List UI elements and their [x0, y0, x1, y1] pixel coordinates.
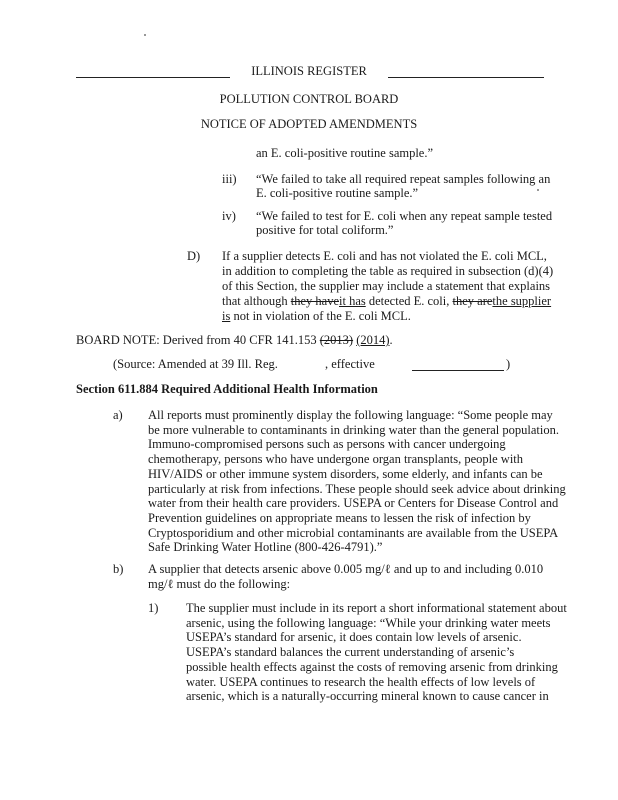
inserted-text: it has: [339, 294, 366, 308]
item-D-line5: [222, 309, 411, 324]
item-b1-line: The supplier must include in its report a short informational statement about: [186, 601, 567, 615]
item-D-line2: in addition to completing the table as required in subsection (d)(4): [222, 264, 554, 278]
item-D-line5-text: not in violation of the E. coli MCL.: [230, 309, 411, 323]
item-b1-line: USEPA’s standard for arsenic, it does contain low levels of arsenic.: [186, 630, 522, 645]
item-D-line4: [222, 294, 551, 309]
scan-speck: [537, 189, 539, 191]
item-a-line: water from their health care providers. USEPA or Centers for Disease Control and: [148, 496, 559, 511]
item-b1-line: water. USEPA continues to research the health effects of low levels of: [186, 674, 536, 689]
item-b1-line: arsenic, which is a naturally-occurring mineral known to cause cancer in: [186, 689, 549, 704]
item-b-line1: A supplier that detects arsenic above 0.005 mg/ℓ and up to and including 0.010: [148, 562, 544, 576]
item-iv-line2: positive for total coliform.”: [256, 223, 394, 237]
notice-title: NOTICE OF ADOPTED AMENDMENTS: [200, 117, 418, 131]
board-note: [76, 333, 393, 348]
item-b1-line: possible health effects against the costs of removing arsenic from drinking: [186, 659, 558, 674]
item-a-line: Prevention guidelines on appropriate means to lessen the risk of infection by: [148, 510, 531, 525]
item-b-line2: mg/ℓ must do the following:: [148, 577, 291, 591]
item-D-line3: of this Section, the supplier may include a statement that explains: [222, 279, 551, 293]
item-a-line: be more vulnerable to contaminants in drinking water than the general population.: [148, 422, 559, 437]
item-iv-line1: “We failed to test for E. coli when any repeat sample tested: [256, 209, 553, 223]
inserted-text: the supplier: [492, 294, 552, 308]
section-heading: Section 611.884 Required Additional Health Information: [76, 382, 378, 396]
inserted-text: is: [222, 309, 231, 323]
source-note: (Source: Amended at 39 Ill. Reg.: [113, 357, 278, 371]
register-title: ILLINOIS REGISTER: [251, 64, 367, 78]
board-title: POLLUTION CONTROL BOARD: [219, 92, 399, 106]
item-D-label: D): [187, 249, 201, 263]
item-a-line: chemotherapy, persons who have undergone organ transplants, people with: [148, 452, 524, 467]
continuation-line: an E. coli-positive routine sample.”: [256, 146, 434, 160]
item-iii-line2: E. coli-positive routine sample.”: [256, 186, 419, 200]
item-a-line: Cryptosporidium and other microbial contaminants are available from the USEPA: [148, 525, 559, 540]
item-iii-line1: “We failed to take all required repeat samples following an: [256, 172, 551, 186]
item-b1-label: 1): [148, 601, 159, 615]
deleted-text: they are: [452, 294, 493, 308]
item-a-line: particularly at risk from infections. These people should seek advice about drinking: [148, 481, 566, 496]
item-b-label: b): [113, 562, 124, 576]
item-D-line1: If a supplier detects E. coli and has not violated the E. coli MCL,: [222, 249, 547, 263]
board-note-period: .: [389, 333, 393, 347]
item-a-line: All reports must prominently display the following language: “Some people may: [148, 408, 553, 422]
item-a-line: HIV/AIDS or other immune system disorders, some elderly, and infants can be: [148, 466, 543, 481]
scan-speck: [144, 34, 146, 36]
effective-date-blank: [412, 370, 504, 371]
item-D-line4-text: detected E. coli,: [365, 294, 453, 308]
deleted-text: (2013): [319, 333, 354, 347]
item-D-line4-text: that although: [222, 294, 291, 308]
source-effective: , effective: [325, 357, 375, 371]
item-a-label: a): [113, 408, 123, 422]
item-iv-label: iv): [222, 209, 236, 223]
item-b1-line: arsenic, using the following language: “While your drinking water meets: [186, 615, 551, 630]
inserted-text: (2014): [356, 333, 390, 347]
item-b1-line: USEPA’s standard balances the current understanding of arsenic’s: [186, 645, 515, 660]
item-iii-label: iii): [222, 172, 237, 186]
source-close: ): [506, 357, 511, 371]
item-a-line: Immuno-compromised persons such as persons with cancer undergoing: [148, 437, 506, 452]
board-note-text: BOARD NOTE: Derived from 40 CFR 141.153: [76, 333, 320, 347]
deleted-text: they have: [290, 294, 339, 308]
item-a-line: Safe Drinking Water Hotline (800-426-4791).”: [148, 540, 383, 555]
